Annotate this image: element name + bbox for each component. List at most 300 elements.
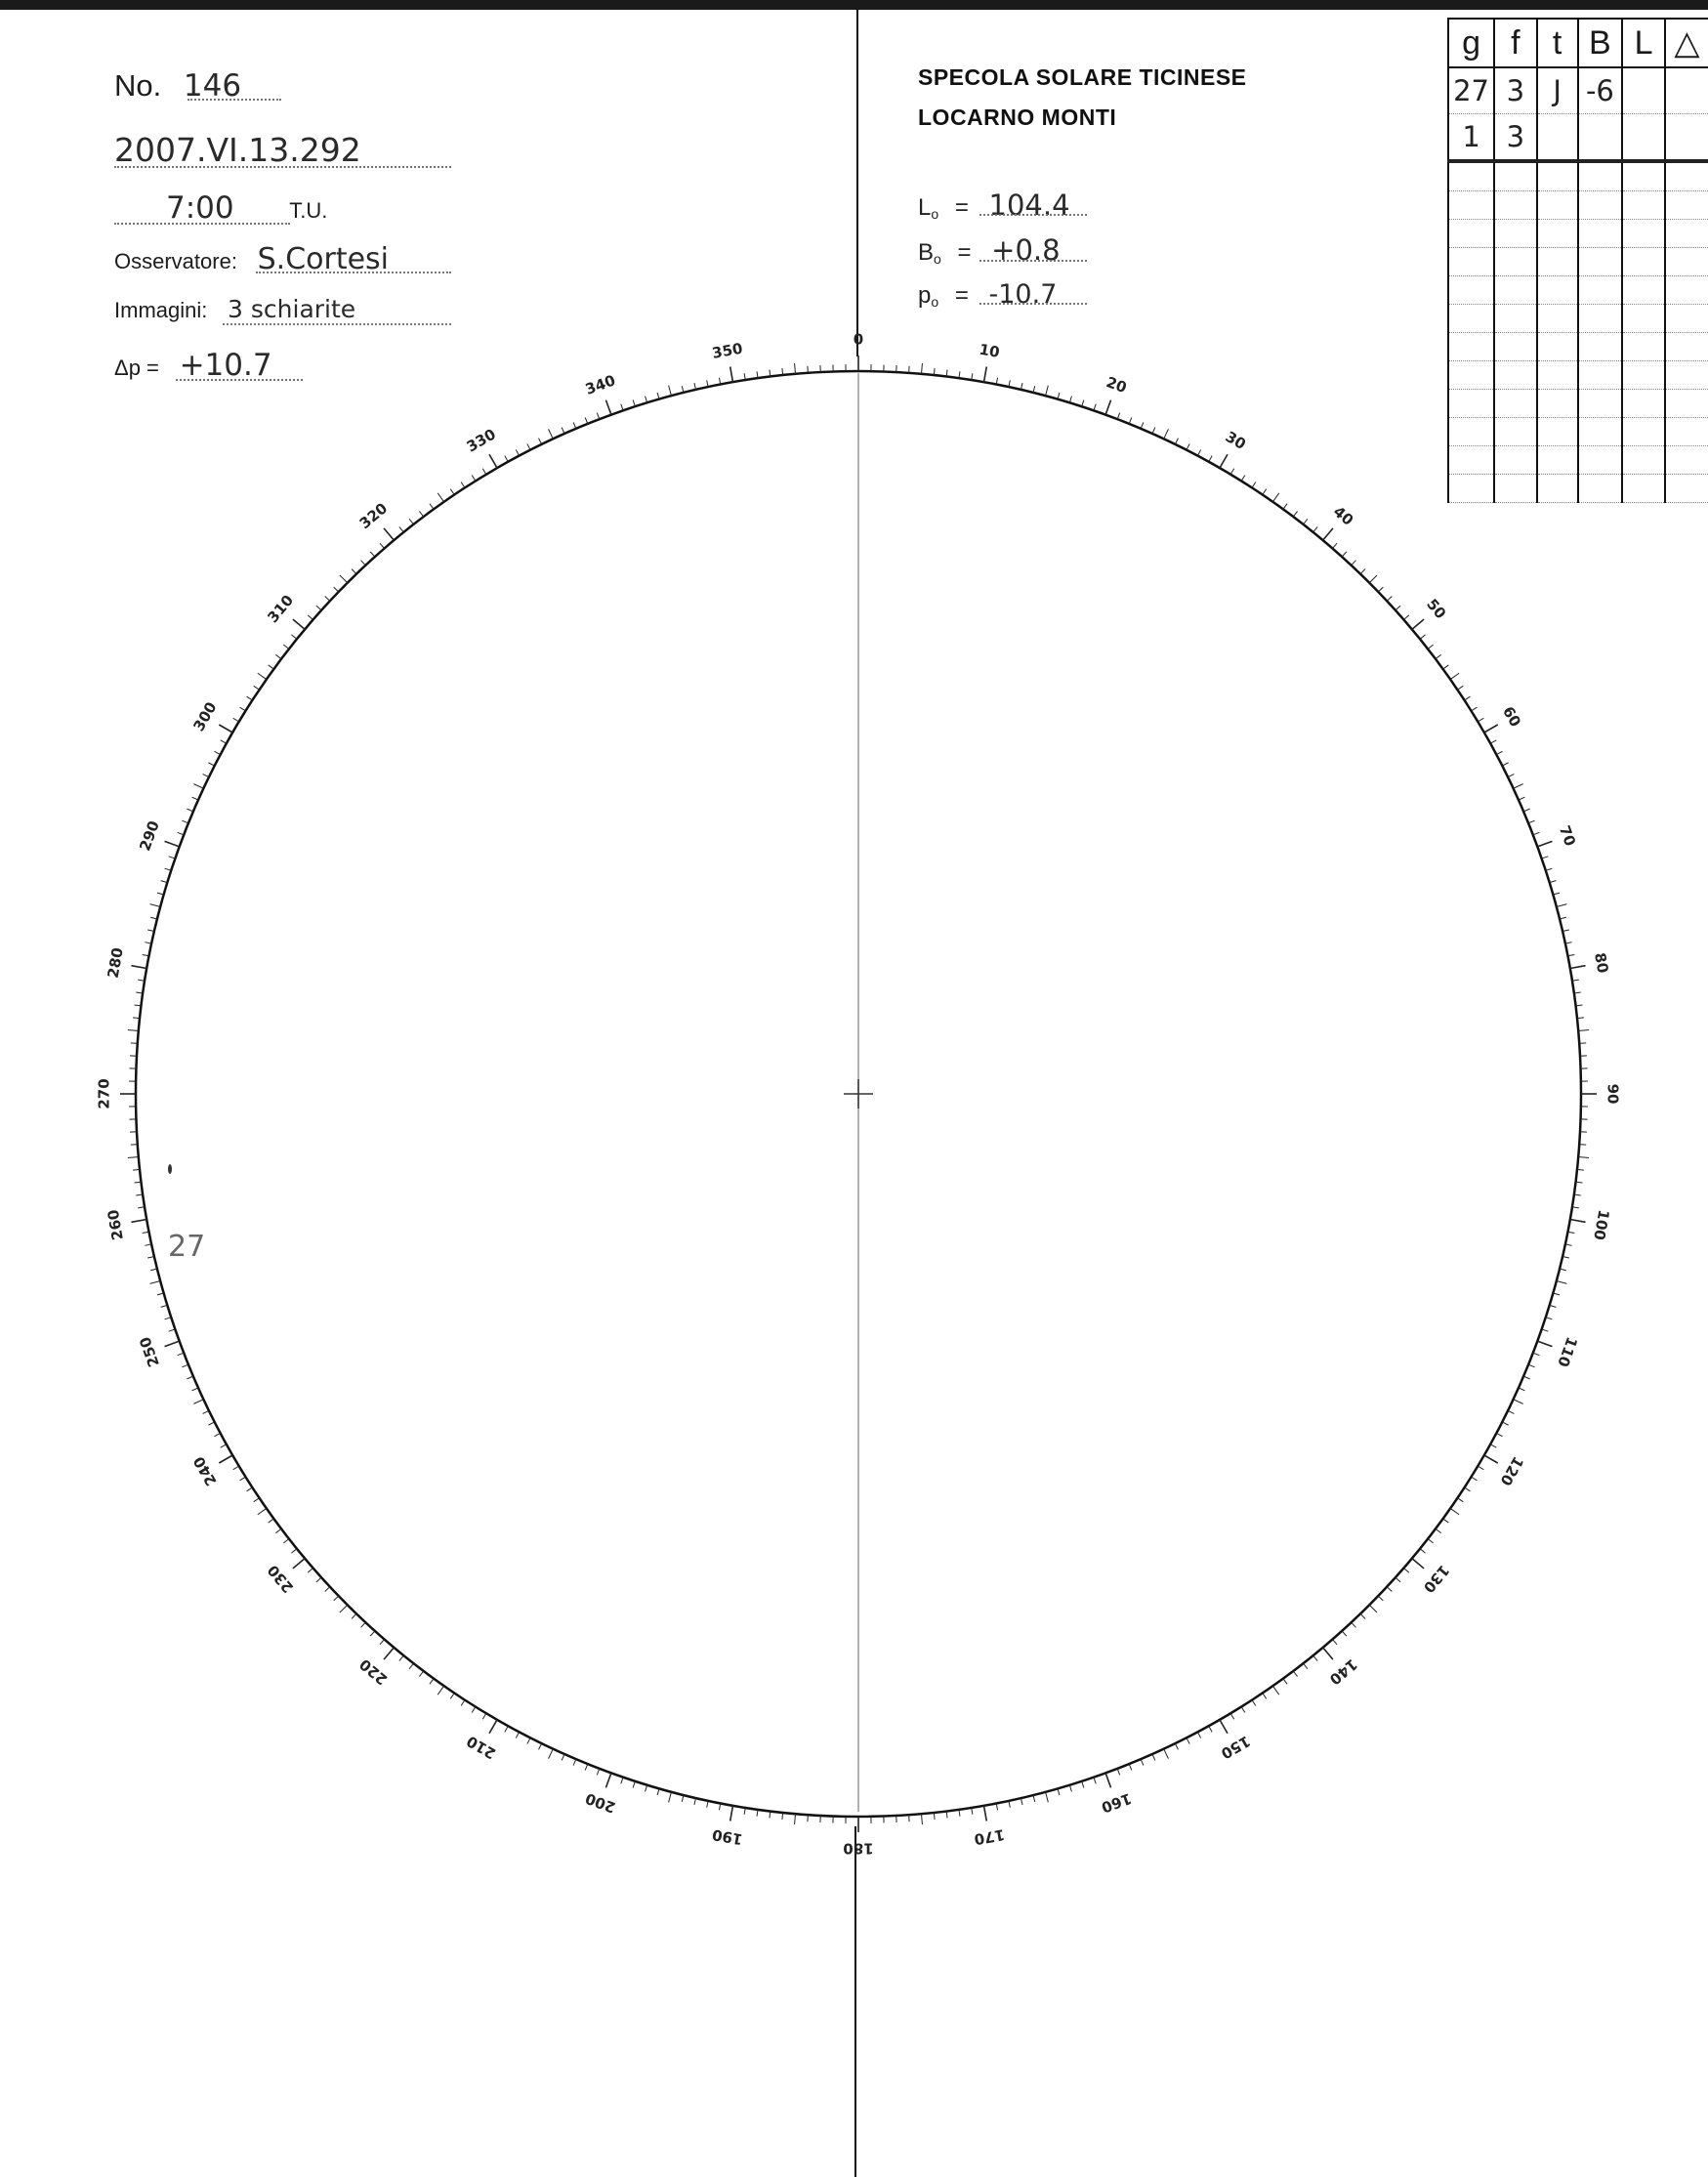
angle-tick (1241, 476, 1245, 481)
angle-tick (573, 422, 576, 428)
angle-tick (1537, 841, 1552, 846)
angle-tick (178, 1353, 185, 1356)
angle-tick (1472, 707, 1478, 711)
angle-tick (730, 1806, 733, 1821)
angle-tick (1496, 1433, 1502, 1436)
angle-tick (258, 1508, 267, 1514)
angle-tick (1230, 1713, 1234, 1719)
angle-tick (1129, 417, 1132, 423)
angle-tick (1152, 428, 1155, 434)
angle-tick (192, 1388, 198, 1391)
lo-sub: o (931, 206, 939, 222)
angle-tick (633, 400, 635, 407)
angle-tick (1069, 397, 1071, 403)
table-cell: -6 (1578, 67, 1623, 114)
angle-tick (1069, 1785, 1071, 1792)
header-cell-delta: △ (1665, 19, 1708, 67)
angle-label: 350 (710, 339, 744, 362)
angle-tick (1082, 1781, 1084, 1788)
angle-tick (208, 1422, 214, 1425)
angle-tick (562, 428, 564, 434)
angle-tick (352, 1613, 356, 1618)
angle-tick (165, 841, 180, 846)
angle-tick (1436, 1528, 1441, 1532)
angle-label: 340 (582, 371, 618, 398)
angle-tick (1332, 543, 1337, 548)
table-cell: 3 (1494, 67, 1537, 114)
angle-tick (1557, 904, 1567, 907)
angle-tick (1283, 1679, 1287, 1685)
angle-tick (325, 1587, 330, 1592)
angle-tick (1252, 482, 1256, 488)
observer-label: Osservatore: (114, 249, 237, 273)
angle-tick (370, 552, 375, 557)
angle-label: 50 (1423, 595, 1450, 623)
angle-tick (1484, 1455, 1498, 1463)
angle-tick (461, 1700, 465, 1706)
angle-tick (1533, 832, 1540, 835)
angle-tick (1332, 1639, 1337, 1644)
angle-label: 310 (264, 591, 298, 627)
angle-label: 270 (95, 1078, 113, 1109)
angle-label: 140 (1325, 1654, 1361, 1689)
angle-tick (1323, 1648, 1333, 1659)
angle-tick (384, 1648, 394, 1659)
angle-tick (1313, 1655, 1317, 1660)
angle-tick (669, 1792, 672, 1803)
angle-tick (214, 1433, 220, 1436)
angle-tick (240, 1477, 246, 1481)
angle-tick (549, 429, 554, 439)
angle-tick (1502, 763, 1508, 766)
angle-tick (1519, 1388, 1524, 1391)
angle-tick (275, 654, 281, 658)
angle-tick (1472, 1477, 1478, 1481)
angle-tick (165, 1341, 180, 1346)
header-cell-l: L (1622, 19, 1665, 67)
angle-tick (352, 569, 356, 574)
angle-tick (182, 820, 187, 823)
lo-value: 104.4 (988, 188, 1070, 222)
angle-tick (308, 615, 312, 620)
angle-tick (254, 1498, 260, 1502)
angle-tick (1082, 400, 1084, 407)
angle-tick (1570, 1219, 1586, 1222)
header-cell-f: f (1494, 19, 1537, 67)
angle-tick (482, 469, 486, 475)
angle-tick (1046, 386, 1049, 397)
angle-tick (291, 1549, 296, 1553)
angle-label: 250 (136, 1334, 163, 1370)
angle-tick (165, 868, 172, 870)
angle-label: 90 (1604, 1083, 1622, 1105)
angle-tick (1465, 696, 1471, 700)
angle-tick (1578, 1156, 1589, 1157)
table-cell: 1 (1448, 114, 1494, 162)
angle-label: 80 (1591, 951, 1612, 975)
angle-tick (193, 784, 203, 789)
angle-label: 20 (1104, 373, 1130, 398)
po-sub: o (931, 294, 939, 310)
angle-tick (291, 635, 296, 639)
angle-tick (1129, 1764, 1132, 1770)
angle-tick (1117, 413, 1120, 420)
bo-sub: o (934, 251, 941, 267)
angle-tick (1537, 1341, 1552, 1346)
angle-tick (1490, 1444, 1496, 1447)
angle-tick (585, 417, 588, 423)
angle-tick (527, 443, 530, 449)
number-label: No. (114, 68, 162, 103)
angle-tick (1496, 751, 1502, 754)
angle-tick (269, 1519, 274, 1523)
angle-tick (1457, 1498, 1463, 1502)
angle-tick (1533, 1353, 1540, 1356)
angle-tick (1450, 673, 1459, 679)
observer-value: S.Cortesi (257, 242, 390, 276)
angle-tick (1396, 1577, 1400, 1582)
angle-tick (1557, 1281, 1567, 1284)
angle-tick (1141, 422, 1144, 428)
angle-tick (597, 413, 600, 420)
angle-tick (430, 1679, 434, 1685)
bo-value: +0.8 (991, 233, 1061, 267)
table-cell: 27 (1448, 67, 1494, 114)
angle-tick (1403, 615, 1408, 620)
angle-tick (1209, 1726, 1212, 1732)
angle-tick (489, 454, 497, 468)
angle-tick (539, 439, 542, 444)
angle-label: 150 (1218, 1732, 1254, 1763)
images-label: Immagini: (114, 298, 208, 322)
angle-tick (983, 1806, 986, 1821)
angle-tick (1342, 552, 1347, 557)
angle-tick (221, 740, 227, 743)
sunspot-group-label: 27 (168, 1230, 206, 1264)
angle-tick (1523, 1376, 1529, 1379)
angle-tick (370, 1631, 375, 1636)
angle-tick (399, 1655, 403, 1660)
angle-tick (208, 763, 214, 766)
angle-tick (430, 504, 434, 510)
angle-tick (707, 1801, 708, 1808)
angle-tick (399, 526, 403, 531)
angle-tick (193, 1400, 203, 1404)
angle-tick (1313, 526, 1317, 531)
angle-tick (1550, 881, 1557, 883)
delta-p-label: Δp = (114, 356, 159, 380)
number-value: 146 (183, 68, 242, 104)
angle-tick (214, 751, 220, 754)
angle-tick (1293, 511, 1297, 517)
angle-tick (1105, 1773, 1110, 1787)
angle-label: 160 (1099, 1789, 1135, 1817)
angle-tick (983, 366, 986, 382)
angle-tick (1528, 820, 1534, 823)
angle-label: 230 (264, 1561, 298, 1597)
angle-tick (128, 1030, 139, 1031)
angle-tick (450, 1693, 454, 1698)
angle-tick (669, 386, 672, 397)
angle-label: 180 (843, 1839, 874, 1858)
angle-label: 220 (355, 1654, 392, 1689)
angle-tick (1360, 1613, 1365, 1618)
angle-tick (1484, 725, 1498, 733)
angle-tick (585, 1764, 588, 1770)
bo-equals: = (957, 239, 972, 266)
angle-tick (233, 1466, 239, 1470)
angle-tick (254, 686, 260, 690)
angle-tick (219, 1455, 232, 1463)
angle-tick (165, 1318, 172, 1319)
angle-tick (203, 1410, 209, 1413)
angle-tick (1412, 1559, 1424, 1569)
angle-tick (1396, 606, 1400, 610)
angle-tick (361, 561, 366, 565)
angle-tick (1342, 1631, 1347, 1636)
angle-tick (1304, 519, 1308, 524)
angle-tick (1323, 528, 1333, 540)
angle-tick (1187, 1737, 1189, 1743)
angle-tick (187, 1376, 192, 1379)
angle-tick (605, 400, 610, 415)
angle-tick (233, 718, 239, 722)
angle-tick (621, 404, 623, 411)
angle-tick (562, 1754, 564, 1760)
angle-tick (1304, 1663, 1308, 1669)
angle-tick (131, 1219, 146, 1222)
angle-tick (461, 482, 465, 488)
angle-tick (361, 1622, 366, 1627)
angle-tick (1528, 1364, 1534, 1367)
angle-tick (597, 1769, 600, 1776)
angle-label: 130 (1419, 1561, 1453, 1597)
angle-tick (334, 587, 339, 592)
angle-tick (1546, 1318, 1553, 1319)
time-value: 7:00 (166, 190, 234, 226)
angle-tick (1197, 1732, 1200, 1737)
po-label: p (918, 282, 932, 309)
angle-tick (334, 1596, 339, 1601)
angle-tick (795, 1814, 796, 1824)
angle-label: 100 (1590, 1208, 1613, 1242)
time-unit: T.U. (289, 198, 328, 223)
angle-tick (1094, 404, 1096, 411)
angle-label: 190 (710, 1825, 744, 1849)
angle-tick (192, 797, 198, 800)
angle-tick (1546, 868, 1553, 870)
angle-tick (384, 528, 394, 540)
angle-tick (1450, 1508, 1459, 1514)
angle-tick (258, 673, 267, 679)
angle-tick (187, 809, 192, 812)
angle-tick (380, 543, 385, 548)
angle-tick (1263, 489, 1267, 495)
angle-tick (340, 575, 348, 583)
angle-label: 60 (1498, 703, 1525, 731)
angle-label: 200 (582, 1789, 618, 1817)
angle-label: 290 (136, 817, 163, 854)
angle-tick (921, 1814, 922, 1824)
angle-tick (482, 1713, 486, 1719)
angle-tick (549, 1749, 554, 1759)
angle-tick (1378, 587, 1383, 592)
angle-tick (1428, 1539, 1434, 1543)
angle-tick (1293, 1671, 1297, 1677)
angle-tick (1241, 1707, 1245, 1713)
angle-tick (240, 707, 246, 711)
angle-tick (316, 606, 321, 610)
angle-tick (283, 645, 289, 649)
angle-tick (1514, 784, 1523, 789)
angle-label: 110 (1554, 1334, 1581, 1370)
angle-tick (1519, 797, 1524, 800)
angle-label: 40 (1329, 502, 1357, 529)
images-value: 3 schiarite (228, 295, 356, 323)
angle-tick (1272, 493, 1278, 502)
angle-tick (1220, 1720, 1228, 1734)
angle-tick (1478, 718, 1483, 722)
angle-tick (1478, 1466, 1483, 1470)
angle-tick (437, 1686, 443, 1695)
angle-tick (527, 1737, 530, 1743)
angle-tick (605, 1773, 610, 1787)
angle-tick (472, 1707, 476, 1713)
angle-tick (150, 904, 161, 907)
angle-tick (340, 1605, 348, 1612)
angle-tick (505, 1726, 508, 1732)
angle-tick (169, 857, 176, 858)
angle-label: 120 (1496, 1453, 1527, 1489)
angle-tick (316, 1577, 321, 1582)
angle-tick (1252, 1700, 1256, 1706)
angle-tick (1502, 1422, 1508, 1425)
angle-tick (1508, 1410, 1514, 1413)
angle-tick (145, 942, 151, 943)
angle-tick (1523, 809, 1529, 812)
angle-tick (161, 1305, 168, 1307)
angle-label: 330 (463, 425, 499, 456)
angle-tick (1378, 1596, 1383, 1601)
angle-tick (516, 1732, 519, 1737)
angle-tick (161, 881, 168, 883)
angle-tick (169, 1329, 176, 1331)
angle-label: 260 (104, 1208, 127, 1242)
angle-tick (150, 1281, 161, 1284)
angle-label: 170 (973, 1825, 1007, 1849)
angle-tick (646, 397, 647, 403)
date-value: 2007.VI.13.292 (114, 131, 361, 169)
angle-tick (1164, 1749, 1169, 1759)
angle-tick (621, 1778, 623, 1784)
angle-tick (437, 493, 443, 502)
angle-tick (1197, 449, 1200, 455)
angle-tick (419, 511, 423, 517)
angle-tick (573, 1759, 576, 1765)
angle-tick (1542, 857, 1549, 858)
angle-tick (1141, 1759, 1144, 1765)
angle-tick (1352, 561, 1356, 565)
angle-tick (1420, 1549, 1425, 1553)
angle-tick (646, 1785, 647, 1792)
angle-tick (1369, 575, 1377, 583)
angle-tick (1387, 1587, 1392, 1592)
angle-tick (1164, 429, 1169, 439)
lo-equals: = (954, 194, 969, 221)
angle-tick (293, 1559, 305, 1569)
angle-tick (128, 1156, 139, 1157)
angle-tick (1578, 1030, 1589, 1031)
angle-tick (419, 1671, 423, 1677)
angle-tick (539, 1743, 542, 1749)
angle-tick (516, 449, 519, 455)
angle-tick (308, 1568, 312, 1572)
angle-tick (1465, 1487, 1471, 1491)
angle-tick (1117, 1769, 1120, 1776)
angle-tick (730, 366, 733, 382)
angle-tick (275, 1528, 281, 1532)
angle-tick (1514, 1400, 1523, 1404)
angle-tick (1420, 635, 1425, 639)
angle-tick (1009, 380, 1010, 387)
angle-label: 10 (978, 340, 1001, 361)
header-cell-g: g (1448, 19, 1494, 67)
angle-label: 210 (463, 1732, 499, 1763)
header-cell-b: B (1578, 19, 1623, 67)
angle-tick (1175, 1743, 1178, 1749)
table-cell: J (1537, 67, 1578, 114)
angle-tick (1175, 439, 1178, 444)
delta-p-value: +10.7 (179, 348, 272, 383)
angle-tick (380, 1639, 385, 1644)
angle-label: 300 (189, 698, 221, 734)
angle-tick (505, 456, 508, 462)
angle-tick (1565, 1244, 1572, 1245)
angle-tick (1046, 1792, 1049, 1803)
angle-tick (1230, 469, 1234, 475)
po-value: -10.7 (988, 279, 1058, 310)
angle-tick (283, 1539, 289, 1543)
angle-tick (1508, 775, 1514, 777)
angle-tick (325, 597, 330, 602)
angle-tick (1272, 1686, 1278, 1695)
angle-tick (1152, 1754, 1155, 1760)
angle-tick (1428, 645, 1434, 649)
angle-tick (221, 1444, 227, 1447)
angle-tick (1403, 1568, 1408, 1572)
angle-tick (450, 489, 454, 495)
table-cell: 3 (1494, 114, 1537, 162)
institute-location: LOCARNO MONTI (918, 105, 1117, 130)
angle-tick (409, 519, 413, 524)
angle-tick (1542, 1329, 1549, 1331)
angle-tick (1094, 1778, 1096, 1784)
angle-tick (293, 619, 305, 629)
angle-tick (1550, 1305, 1557, 1307)
angle-label: 30 (1222, 427, 1249, 454)
angle-tick (489, 1720, 497, 1734)
angle-tick (1209, 456, 1212, 462)
angle-tick (707, 380, 708, 387)
angle-tick (1436, 654, 1441, 658)
angle-tick (1283, 504, 1287, 510)
angle-label: 0 (853, 330, 864, 349)
angle-tick (1187, 443, 1189, 449)
angle-tick (1220, 454, 1228, 468)
angle-tick (269, 665, 274, 669)
bo-label: B (918, 239, 935, 266)
angle-tick (921, 363, 922, 374)
